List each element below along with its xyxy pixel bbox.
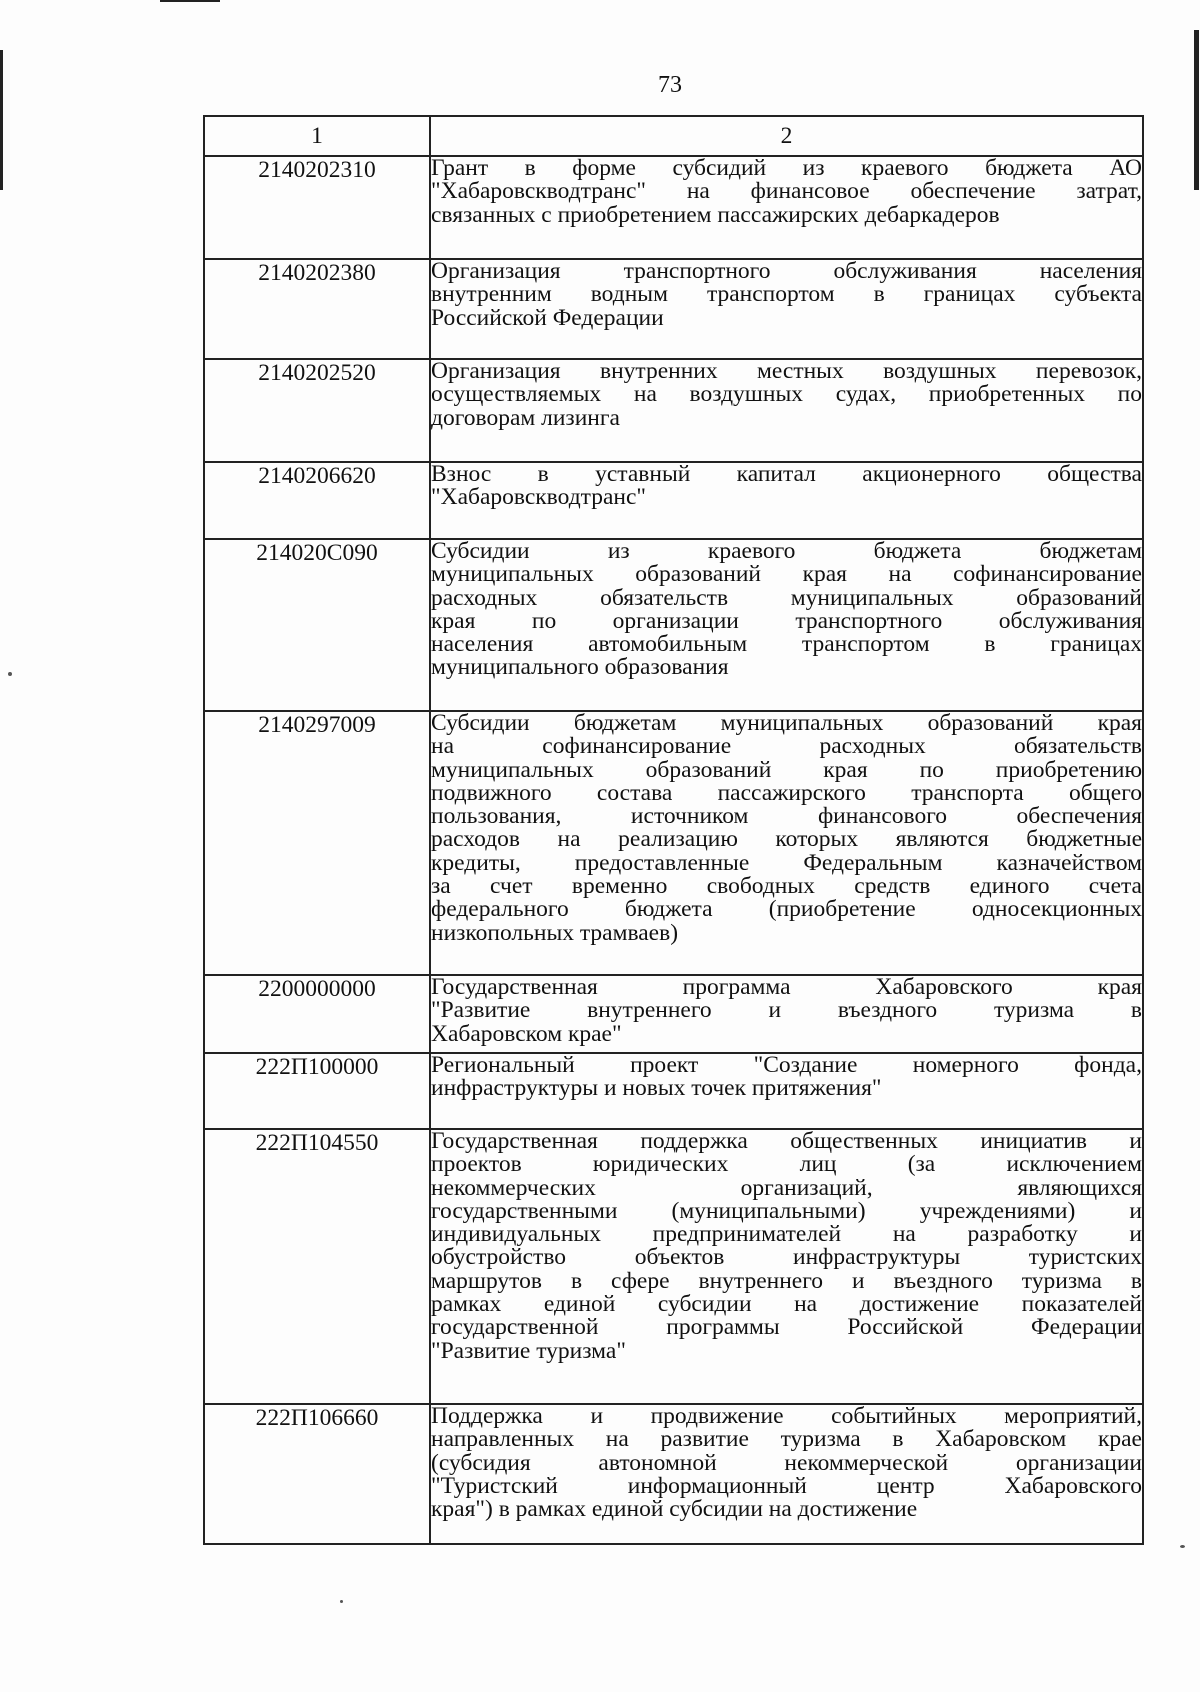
description-line: подвижного состава пассажирского транспорта общего [431,779,1142,806]
row-description [430,711,1143,975]
description-line: Поддержка и продвижение событийных мероприятий, [431,1403,1142,1429]
row-description [430,156,1143,259]
description-line: федерального бюджета (приобретение односекционных [431,896,1142,923]
row-description [430,359,1143,462]
description-line: Субсидии бюджетам муниципальных образований края [431,710,1142,736]
scan-edge-mark [160,0,220,2]
row-code: 214020С090 [204,539,430,711]
row-description [430,975,1143,1053]
description-line: "Туристский информационный центр Хабаровского [431,1472,1142,1499]
row-description [430,462,1143,539]
description-line: муниципальных образований края на софинансирование [431,561,1142,588]
description-line: маршрутов в сфере внутреннего и въездного туризма в [431,1267,1142,1294]
description-line: края по организации транспортного обслуживания [431,607,1142,634]
description-line: муниципальных образований края по приобретению [431,756,1142,783]
description-line: Российской Федерации [431,304,664,331]
description-line: договорам лизинга [431,404,620,431]
description-line: "Развитие внутреннего и въездного туризма в [431,997,1142,1024]
description-line: направленных на развитие туризма в Хабаровском крае [431,1426,1142,1453]
description-line: Хабаровском крае" [431,1020,622,1047]
row-description [430,259,1143,359]
description-line: расходов на реализацию которых являются бюджетные [431,826,1142,853]
description-line: индивидуальных предпринимателей на разработку и [431,1221,1142,1248]
row-description [430,1404,1143,1544]
description-line: пользования, источником финансового обеспечения [431,803,1142,830]
row-description [430,1129,1143,1404]
column-header-1: 1 [204,116,430,156]
table-row [204,1053,1143,1129]
description-line: обустройство объектов инфраструктуры туристских [431,1244,1142,1271]
table-row [204,975,1143,1053]
description-line: кредиты, предоставленные Федеральным казначейством [431,849,1142,876]
description-line: Региональный проект "Создание номерного фонда, [431,1052,1142,1078]
description-line: на софинансирование расходных обязательств [431,733,1142,760]
description-line: внутренним водным транспортом в границах субъекта [431,281,1142,308]
row-code: 2140202310 [204,156,430,259]
table-row [204,711,1143,975]
description-line: Субсидии из краевого бюджета бюджетам [431,538,1142,564]
description-line: (субсидия автономной некоммерческой организации [431,1449,1142,1476]
description-line: "Хабаровскводтранс" [431,484,646,511]
description-line: Организация внутренних местных воздушных перевозок, [431,358,1142,384]
description-line: связанных с приобретением пассажирских дебаркадеров [431,201,1000,228]
table-row [204,359,1143,462]
page-number: 73 [658,72,682,98]
table-row [204,1129,1143,1404]
description-line: рамках единой субсидии на достижение показателей [431,1291,1142,1318]
description-line: "Хабаровскводтранс" на финансовое обеспечение затрат, [431,178,1142,205]
row-code: 222П106660 [204,1404,430,1544]
description-line: Государственная поддержка общественных инициатив и [431,1128,1142,1154]
description-line: края") в рамках единой субсидии на достижение [431,1496,918,1523]
row-description [430,539,1143,711]
table-row [204,156,1143,259]
description-line: Государственная программа Хабаровского края [431,974,1142,1000]
description-line: "Развитие туризма" [431,1337,626,1364]
description-line: населения автомобильным транспортом в границах [431,631,1142,658]
row-code: 2200000000 [204,975,430,1053]
table-row [204,259,1143,359]
description-line: осуществляемых на воздушных судах, приобретенных по [431,381,1142,408]
description-line: муниципального образования [431,654,729,681]
row-description [430,1053,1143,1129]
column-header-2: 2 [430,116,1143,156]
row-code: 2140206620 [204,462,430,539]
description-line: Взнос в уставный капитал акционерного общества [431,461,1142,487]
scan-speck [340,1600,343,1603]
row-code: 2140202380 [204,259,430,359]
row-code: 222П100000 [204,1053,430,1129]
scan-speck [1180,1545,1185,1548]
table-row [204,462,1143,539]
description-line: низкопольных трамваев) [431,919,679,946]
budget-codes-table [203,115,1144,1545]
description-line: государственной программы Российской Федерации [431,1314,1142,1341]
description-line: Организация транспортного обслуживания населения [431,258,1142,284]
description-line: государственными (муниципальными) учреждениями) и [431,1197,1142,1224]
scan-speck [8,672,12,676]
description-line: расходных обязательств муниципальных образований [431,584,1142,611]
scan-edge-mark [1194,30,1199,190]
description-line: некоммерческих организаций, являющихся [431,1174,1142,1201]
table-header-row [204,116,1143,156]
description-line: проектов юридических лиц (за исключением [431,1151,1142,1178]
description-line: за счет временно свободных средств единого счета [431,873,1142,900]
table-row [204,539,1143,711]
row-code: 2140202520 [204,359,430,462]
scan-edge-mark [0,50,3,190]
row-code: 222П104550 [204,1129,430,1404]
table-row [204,1404,1143,1544]
row-code: 2140297009 [204,711,430,975]
description-line: инфраструктуры и новых точек притяжения" [431,1075,882,1102]
description-line: Грант в форме субсидий из краевого бюджета АО [431,155,1142,181]
